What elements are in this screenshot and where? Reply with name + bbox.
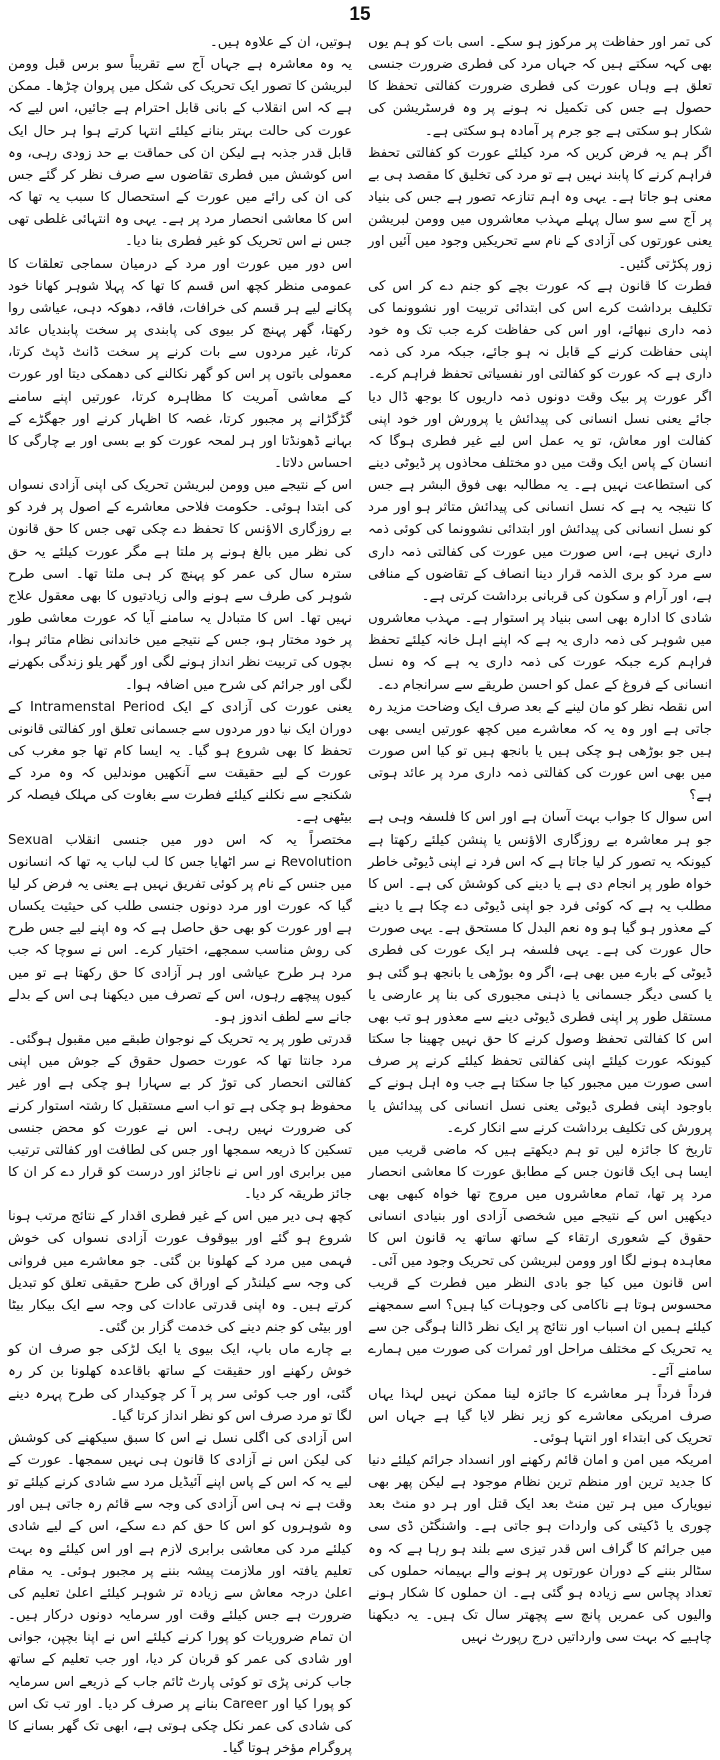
paragraph: اس سوال کا جواب بہت آسان ہے اور اس کا فلسفہ وہی ہے جو ہر معاشرہ بے روزگاری الاؤنس یا پنشن کیلئے رکھتا ہے کیونکہ یہ تصور کر لیا جاتا ہے کہ اس فرد نے اپنی ڈیوٹی خاطر خواہ طور پر انجام دی ہے یا دینے کی کوشش کی ہے۔ اس کا مطلب یہ ہے کہ کوئی فرد جو اپنی ڈیوٹی دے چکا ہے یا دینے کے معذور ہو گیا ہو وہ نعم البدل کا مستحق ہے۔ یہی صورت حال عورت کی ہے۔ یہی فلسفہ ہر ایک عورت کی فطری ڈیوٹی کے بارے میں بھی ہے، اگر وہ بوڑھی یا بانجھ ہو گئی ہو یا کسی دیگر جسمانی یا ذہنی مجبوری کی بنا پر عارضی یا مستقل طور پر اپنی فطری ڈیوٹی دینے سے معذور ہو تب بھی اس کا کفالتی تحفظ وصول کرنے کا حق نہیں چھینا جا سکتا کیونکہ عورت کیلئے اپنی کفالتی تحفظ کیلئے کرنے پر صرف اسی صورت میں مجبور کیا جا سکتا ہے جب وہ اہل ہونے کے باوجود اپنی فطری ڈیوٹی یعنی نسل انسانی کی پیدائش یا پرورش کی تکلیف برداشت کرنے سے انکار کرے۔ <box>368 810 712 1136</box>
paragraph: شادی کا ادارہ بھی اسی بنیاد پر استوار ہے۔ مہذب معاشروں میں شوہر کی ذمہ داری یہ ہے کہ اپنے اہل خانہ کیلئے تحفظ فراہم کرے جبکہ عورت کی ذمہ داری یہ ہے کہ وہ نسل انسانی کے فروغ کے عمل کو احسن طریقے سے سرانجام دے۔ <box>368 611 712 693</box>
page-number: 15 <box>349 4 371 25</box>
paragraph: مختصراً یہ کہ اس دور میں جنسی انقلاب Sexual Revolution نے سر اٹھایا جس کا لب لباب یہ تھا کہ انسانوں میں جنس کے نام پر کوئی تفریق نہیں ہے یعنی یہ فرض کر لیا گیا کہ عورت اور مرد دونوں جنسی طلب کی حیثیت یکساں ہے اور عورت کو بھی حق حاصل ہے کہ وہ اپنے لیے جس طرح کی روش مناسب سمجھے، اختیار کرے۔ اس نے سوچا کہ جب مرد ہر طرح عیاشی اور ہر آزادی کا حق رکھتا ہے تو میں کیوں پیچھے رہوں، اس کے تصرف میں دیکھنا ہی اس کے بدلے جانے سے لطف اندوز ہو۔ <box>8 832 352 1025</box>
paragraph: کی تمر اور حفاظت پر مرکوز ہو سکے۔ اسی بات کو ہم یوں بھی کہہ سکتے ہیں کہ جہاں مرد کی فطری ضرورت جنسی تعلق ہے وہاں عورت کی فطری ضرورت کفالتی تحفظ کا حصول ہے جس کی تکمیل نہ ہونے پر وہ فرسٹریشن کی شکار ہو سکتی ہے جو جرم پر آمادہ ہو سکتی ہے۔ <box>368 35 712 139</box>
paragraph: یعنی عورت کی آزادی کے ایک Intramenstal Period کے دوران ایک نیا دور مردوں سے جسمانی تعلق اور کفالتی قانونی تحفظ کا بھی شروع ہو گیا۔ یہ ایسا کام تھا جو مغرب کی عورت کے لیے حقیقت سے آنکھیں موندلیں کہ وہ مرد کے شکنجے سے نکلنے کیلئے فطرت سے بغاوت کی مہلک فیصلہ کر بیٹھی ہے۔ <box>8 699 352 826</box>
paragraph: اگر ہم یہ فرض کریں کہ مرد کیلئے عورت کو کفالتی تحفظ فراہم کرنے کا پابند نہیں ہے تو مرد کی تخلیق کا مقصد ہی بے معنی ہو جاتا ہے۔ یہی وہ اہم تنازعہ تصور ہے جس کی بنیاد پر آج سے سو سال پہلے مہذب معاشروں میں وومن لبریشن یعنی عورتوں کی آزادی کے نام سے تحریکیں وجود میں آئیں اور زور پکڑتی گئیں۔ <box>368 145 712 272</box>
paragraph: کچھ ہی دیر میں اس کے غیر فطری اقدار کے نتائج مرتب ہونا شروع ہو گئے اور بیوقوف عورت آزادی نسواں کی خوش فہمی میں مرد کے کھلونا بن گئی۔ جو معاشرے میں فروانی کی وجہ سے کیلنڈر کے اوراق کی طرح حقیقی تعلق کو تبدیل کرتے ہیں۔ وہ اپنی قدرتی عادات کی وجہ سے ایک بیکار بیٹا اور بیٹی کو جنم دینے کی خدمت گزار بن گئی۔ <box>8 1209 352 1336</box>
paragraph: ہوتیں، ان کے علاوہ ہیں۔ <box>209 35 352 50</box>
paragraph: قدرتی طور پر یہ تحریک کے نوجوان طبقے میں مقبول ہوگئی۔ مرد جانتا تھا کہ عورت حصول حقوق کے جوش میں اپنی کفالتی انحصار کی توڑ کر بے سہارا ہو چکی ہے اور غیر محفوظ ہو چکی ہے تو اب اسے مستقبل کا رشتہ استوار کرنے کی ضرورت نہیں رہی۔ اس نے عورت کو محض جنسی تسکین کا ذریعہ سمجھا اور جس کی لطافت اور کفالتی ترتیب میں برابری اور اس نے ناجائز اور درست کو قرار دے کر ان کا جائز طریقہ کر دیا۔ <box>8 1032 352 1203</box>
left-column <box>7 32 352 1757</box>
paragraph: بے چارے ماں باپ، ایک بیوی یا ایک لڑکی جو صرف ان کو خوش رکھنے اور حقیقت کے ساتھ باقاعدہ کھلونا بن کر رہ گئی، اور جب کوئی سر پر آ کر چوکیدار کی طرح پہرہ دینے لگا تو مرد صرف اس کو نظر انداز کرتا گیا۔ <box>8 1342 352 1424</box>
right-column <box>368 32 712 1646</box>
paragraph: فطرت کا قانون ہے کہ عورت بچے کو جنم دے کر اس کی تکلیف برداشت کرے اس کی ابتدائی تربیت اور نشوونما کی ذمہ داری نبھائے، اور اس کی حفاظت کرے جب تک وہ خود اپنی حفاظت کرنے کے قابل نہ ہو جائے، جبکہ مرد کی ذمہ داری ہے کہ عورت کو کفالتی اور نفسیاتی تحفظ فراہم کرے۔ اگر عورت پر بیک وقت دونوں ذمہ داریوں کا بوجھ ڈال دیا جائے یعنی نسل انسانی کی پیدائش یا پرورش اور خود اپنی کفالت اور معاش، تو یہ عمل اس لیے غیر فطری ہوگا کہ انسان کے پاس ایک وقت میں دو مختلف محاذوں پر ڈیوٹی دینے کی استطاعت نہیں ہے۔ یہ مطالبہ بھی فوق البشر ہے جس کا نتیجہ یہ ہے کہ نسل انسانی کی پیدائش متاثر ہو اور مرد کو نسل انسانی کی پیدائش اور ابتدائی نشوونما کی کوئی ذمہ داری نہیں ہے، اس صورت میں عورت کی کفالتی ذمہ داری سے مرد کو بری الذمہ قرار دینا انصاف کے تقاضوں کے منافی ہے، اور آرام و سکون کی قربانی برداشت کرتی ہے۔ <box>368 278 712 604</box>
paragraph: اس قانون میں کیا جو بادی النظر میں فطرت کے قریب محسوس ہوتا ہے ناکامی کی وجوہات کیا ہیں؟ اسے سمجھنے کیلئے ہمیں ان اسباب اور نتائج پر ایک نظر ڈالنا ہوگی جن سے یہ تحریک کے مختلف مراحل اور ثمرات کی صورت میں ہمارے سامنے آئے۔ <box>368 1275 712 1380</box>
paragraph: اس کے نتیجے میں وومن لبریشن تحریک کی اپنی آزادی نسواں کی ابتدا ہوئی۔ حکومت فلاحی معاشرے کے اصول پر فرد کو بے روزگاری الاؤنس کا تحفظ دے چکی تھی جس کا حق قانون کی نظر میں بالغ ہونے پر ملتا ہے مگر عورت کیلئے یہ حق سترہ سال کی عمر کو پہنچ کر ہی ملتا تھا۔ اسی طرح شوہر کی طرف سے ہونے والی زیادتیوں کا بھی معقول علاج نہیں تھا۔ اس کا متبادل یہ سامنے آیا کہ عورت معاشی طور پر خود مختار ہو، جس کے نتیجے میں خاندانی نظام متاثر ہوا، بچوں کی تربیت نظر انداز ہونے لگی اور گھر یلو زندگی بکھرنے لگی اور جرائم کی شرح میں اضافہ ہوا۔ <box>8 478 352 693</box>
paragraph: یہ وہ معاشرہ ہے جہاں آج سے تقریباً سو برس قبل وومن لبریشن کا تصور ایک تحریک کی شکل میں پروان چڑھا۔ ممکن ہے کہ اس انقلاب کے بانی قابل احترام ہے جائیں، اس لیے کہ عورت کی حالت بہتر بنانے کیلئے انتہا کرتے ہوا ہر حال ایک قابل قدر جذبہ ہے لیکن ان کی حماقت بے حد زودی رہی، وہ اس کوشش میں فطری تقاضوں سے صرف نظر کر گئے جس کی ان کی رائے میں عورت کے استحصال کا سبب یہ تھا کہ اس کا معاشی انحصار مرد پر ہے۔ یہی وہ انتہائی غلطی تھی جس نے اس تحریک کو غیر فطری بنا دیا۔ <box>7 57 352 250</box>
paragraph: اس دور میں عورت اور مرد کے درمیان سماجی تعلقات کا عمومی منظر کچھ اس قسم کا تھا کہ پہلا شوہر کھانا خود پکانے لیے ہر قسم کی خرافات، فاقہ، دھوکہ دہی، عیاشی روا رکھتا، گھر پہنچ کر بیوی کی پابندی پر سخت پابندیاں عائد کرتا، غیر مردوں سے بات کرنے پر سخت ڈانٹ ڈپٹ کرتا، معمولی باتوں پر اس کو گھر نکالنے کی دھمکی دیتا اور عورت کے معاشی آمریت کا مظاہرہ کرتا، عورتیں اپنے سامنے گڑگڑانے پر مجبور کرتا، غصہ کا اظہار کرنے اور جھگڑے کے بہانے ڈھونڈتا اور ہر لمحہ عورت کو بے بسی اور بے چارگی کا احساس دلاتا۔ <box>8 256 352 471</box>
paragraph: تاریخ کا جائزہ لیں تو ہم دیکھتے ہیں کہ ماضی قریب میں ایسا ہی ایک قانون جس کے مطابق عورت کا معاشی انحصار مرد پر تھا، تمام معاشروں میں مروج تھا خواہ کبھی بھی دیکھیں اس کے نتیجے میں شخصی آزادی اور بنیادی انسانی حقوق کے شعوری ارتقاء کے ساتھ ساتھ یہ قانون اس کا معاہدہ ہونے لگا اور وومن لبریشن کی تحریک وجود میں آئی۔ <box>368 1142 712 1269</box>
paragraph: اس آزادی کی اگلی نسل نے اس کا سبق سیکھنے کی کوشش کی لیکن اس نے آزادی کا قانون ہی نہیں سمجھا۔ عورت کے لیے یہ کہ اس کے پاس اپنے آئیڈیل مرد سے شادی کرنے کیلئے تو وقت ہے نہ ہی اس آزادی کی وجہ سے قائم رہ جاتی ہیں اور وہ شوہروں کو اس کا حق کم دے سکے، اس کے لیے شادی کیلئے مرد کی معاشی برابری لازم ہے اور اس کیلئے وہ بہت تعلیم یافتہ اور ملازمت پیشہ بننے پر مجبور ہوئی۔ یہ مقام اعلیٰ درجہ معاش سے زیادہ تر شوہر کیلئے اعلیٰ تعلیم کی ضرورت ہے جس کیلئے وقت اور سرمایہ دونوں درکار ہیں۔ ان تمام ضروریات کو پورا کرنے کیلئے اس نے اپنا بچپن، جوانی اور شادی کی عمر کو قربان کر دیا، اور جب تعلیم کے ساتھ جاب کرنی پڑی تو کوئی پارٹ ٹائم جاب کے ذریعے اس سرمایہ کو پورا کیا اور Career بنانے پر صرف کر دیا۔ اور تب تک اس کی شادی کی عمر نکل چکی ہوتی ہے، ابھی تک گھر بسانے کا پروگرام مؤخر ہوتا گیا۔ <box>8 1430 352 1757</box>
paragraph: امریکہ میں امن و امان قائم رکھنے اور انسداد جرائم کیلئے دنیا کا جدید ترین اور منظم ترین نظام موجود ہے لیکن پھر بھی نیویارک میں ہر تین منٹ بعد ایک قتل اور ہر دو منٹ بعد چوری یا ڈکیتی کی واردات ہو جاتی ہے۔ واشنگٹن ڈی سی میں جرائم کا گراف اس قدر تیزی سے بلند ہو رہا ہے کہ وہ سٹالر بننے کے دوران عورتوں پر ہونے والے بہیمانہ حملوں کی تعداد پچاس سے زیادہ ہو گئی ہے۔ ان حملوں کا شکار ہونے والیوں کی عمریں پانچ سے پچھتر سال تک ہیں۔ یہ دیکھنا چاہیے کہ بہت سی وارداتیں درج رپورٹ نہیں <box>368 1453 712 1646</box>
paragraph: فرداً فرداً ہر معاشرے کا جائزہ لینا ممکن نہیں لہذا یہاں صرف امریکی معاشرے کو زیر نظر لایا گیا ہے جہاں اس تحریک کی ابتداء اور انتہا ہوئی۔ <box>368 1386 712 1446</box>
paragraph: اس نقطہ نظر کو مان لینے کے بعد صرف ایک وضاحت مزید رہ جاتی ہے اور وہ یہ کہ معاشرے میں کچھ عورتیں ایسی بھی ہیں جو بوڑھی ہو چکی ہیں یا بانجھ ہیں تو کیا اس صورت میں بھی اس عورت کی کفالتی ذمہ داری مرد پر عائد ہوتی ہے؟ <box>368 699 712 804</box>
